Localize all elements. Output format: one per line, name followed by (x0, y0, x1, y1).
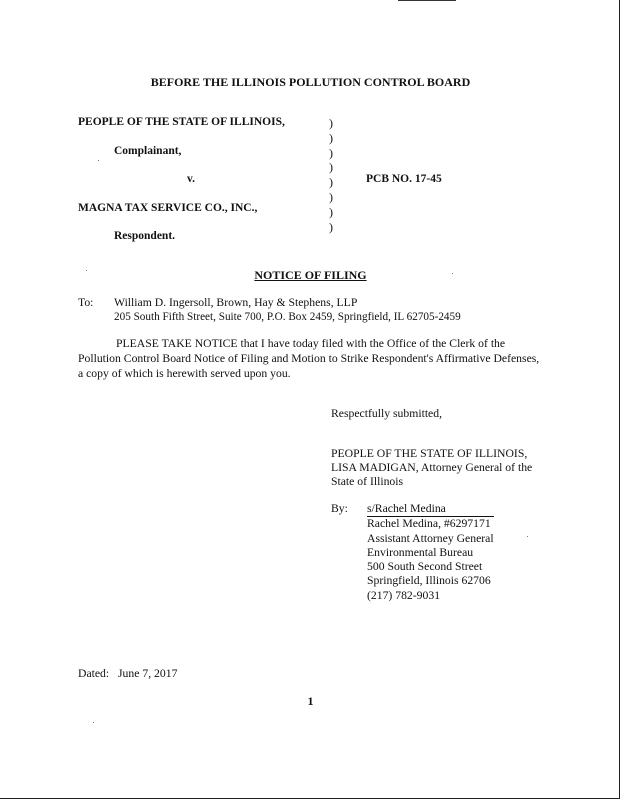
recipient-line-1: William D. Ingersoll, Brown, Hay & Stephens, LLP (114, 296, 358, 309)
caption-parentheses (329, 116, 333, 234)
dated-label: Dated: (78, 667, 110, 680)
to-label: To: (78, 296, 94, 309)
attorney-title: Assistant Attorney General (367, 531, 494, 545)
paren: ) (329, 204, 333, 219)
signature-block (367, 502, 494, 603)
page-number: 1 (307, 694, 314, 708)
respondent-party: MAGNA TAX SERVICE CO., INC., (78, 202, 258, 214)
paren: ) (329, 145, 333, 160)
recipient-line-2: 205 South Fifth Street, Suite 700, P.O. Box 2459, Springfield, IL 62705-2459 (114, 311, 461, 323)
paren: ) (329, 116, 333, 130)
date: June 7, 2017 (118, 667, 178, 680)
party-line-3: State of Illinois (331, 475, 404, 488)
scan-speck (527, 536, 528, 537)
case-number: PCB NO. 17-45 (366, 173, 442, 185)
respondent-role: Respondent. (114, 230, 176, 242)
notice-title: NOTICE OF FILING (254, 268, 367, 282)
paren: ) (329, 130, 333, 145)
closing: Respectfully submitted, (331, 407, 443, 420)
scan-speck (98, 160, 99, 161)
notice-body: PLEASE TAKE NOTICE that I have today filed with the Office of the Clerk of the Pollution Control Board Notice of Filing and Motion to Strike Respondent's Affirmative Defenses, a copy of which is herewith served upon you. (78, 337, 540, 380)
paren: ) (329, 219, 333, 234)
paren: ) (329, 160, 333, 175)
street-address: 500 South Second Street (367, 560, 483, 574)
scan-speck (93, 722, 94, 723)
scan-speck (452, 273, 453, 274)
party-line-1: PEOPLE OF THE STATE OF ILLINOIS, (331, 447, 528, 460)
scan-speck (86, 270, 87, 271)
bureau: Environmental Bureau (367, 545, 474, 559)
signature-line: s/Rachel Medina (367, 502, 494, 517)
phone: (217) 782-9031 (367, 588, 441, 602)
versus-label: v. (187, 173, 195, 185)
paren: ) (329, 189, 333, 204)
complainant-role: Complainant, (114, 145, 182, 157)
attorney-name: Rachel Medina, #6297171 (367, 517, 491, 531)
complainant-party: PEOPLE OF THE STATE OF ILLINOIS, (78, 116, 285, 128)
by-label: By: (331, 502, 348, 515)
court-heading: BEFORE THE ILLINOIS POLLUTION CONTROL BOARD (150, 75, 471, 89)
party-line-2: LISA MADIGAN, Attorney General of the (331, 461, 533, 474)
paren: ) (329, 175, 333, 190)
city-address: Springfield, Illinois 62706 (367, 574, 491, 588)
scan-mark (398, 0, 456, 1)
